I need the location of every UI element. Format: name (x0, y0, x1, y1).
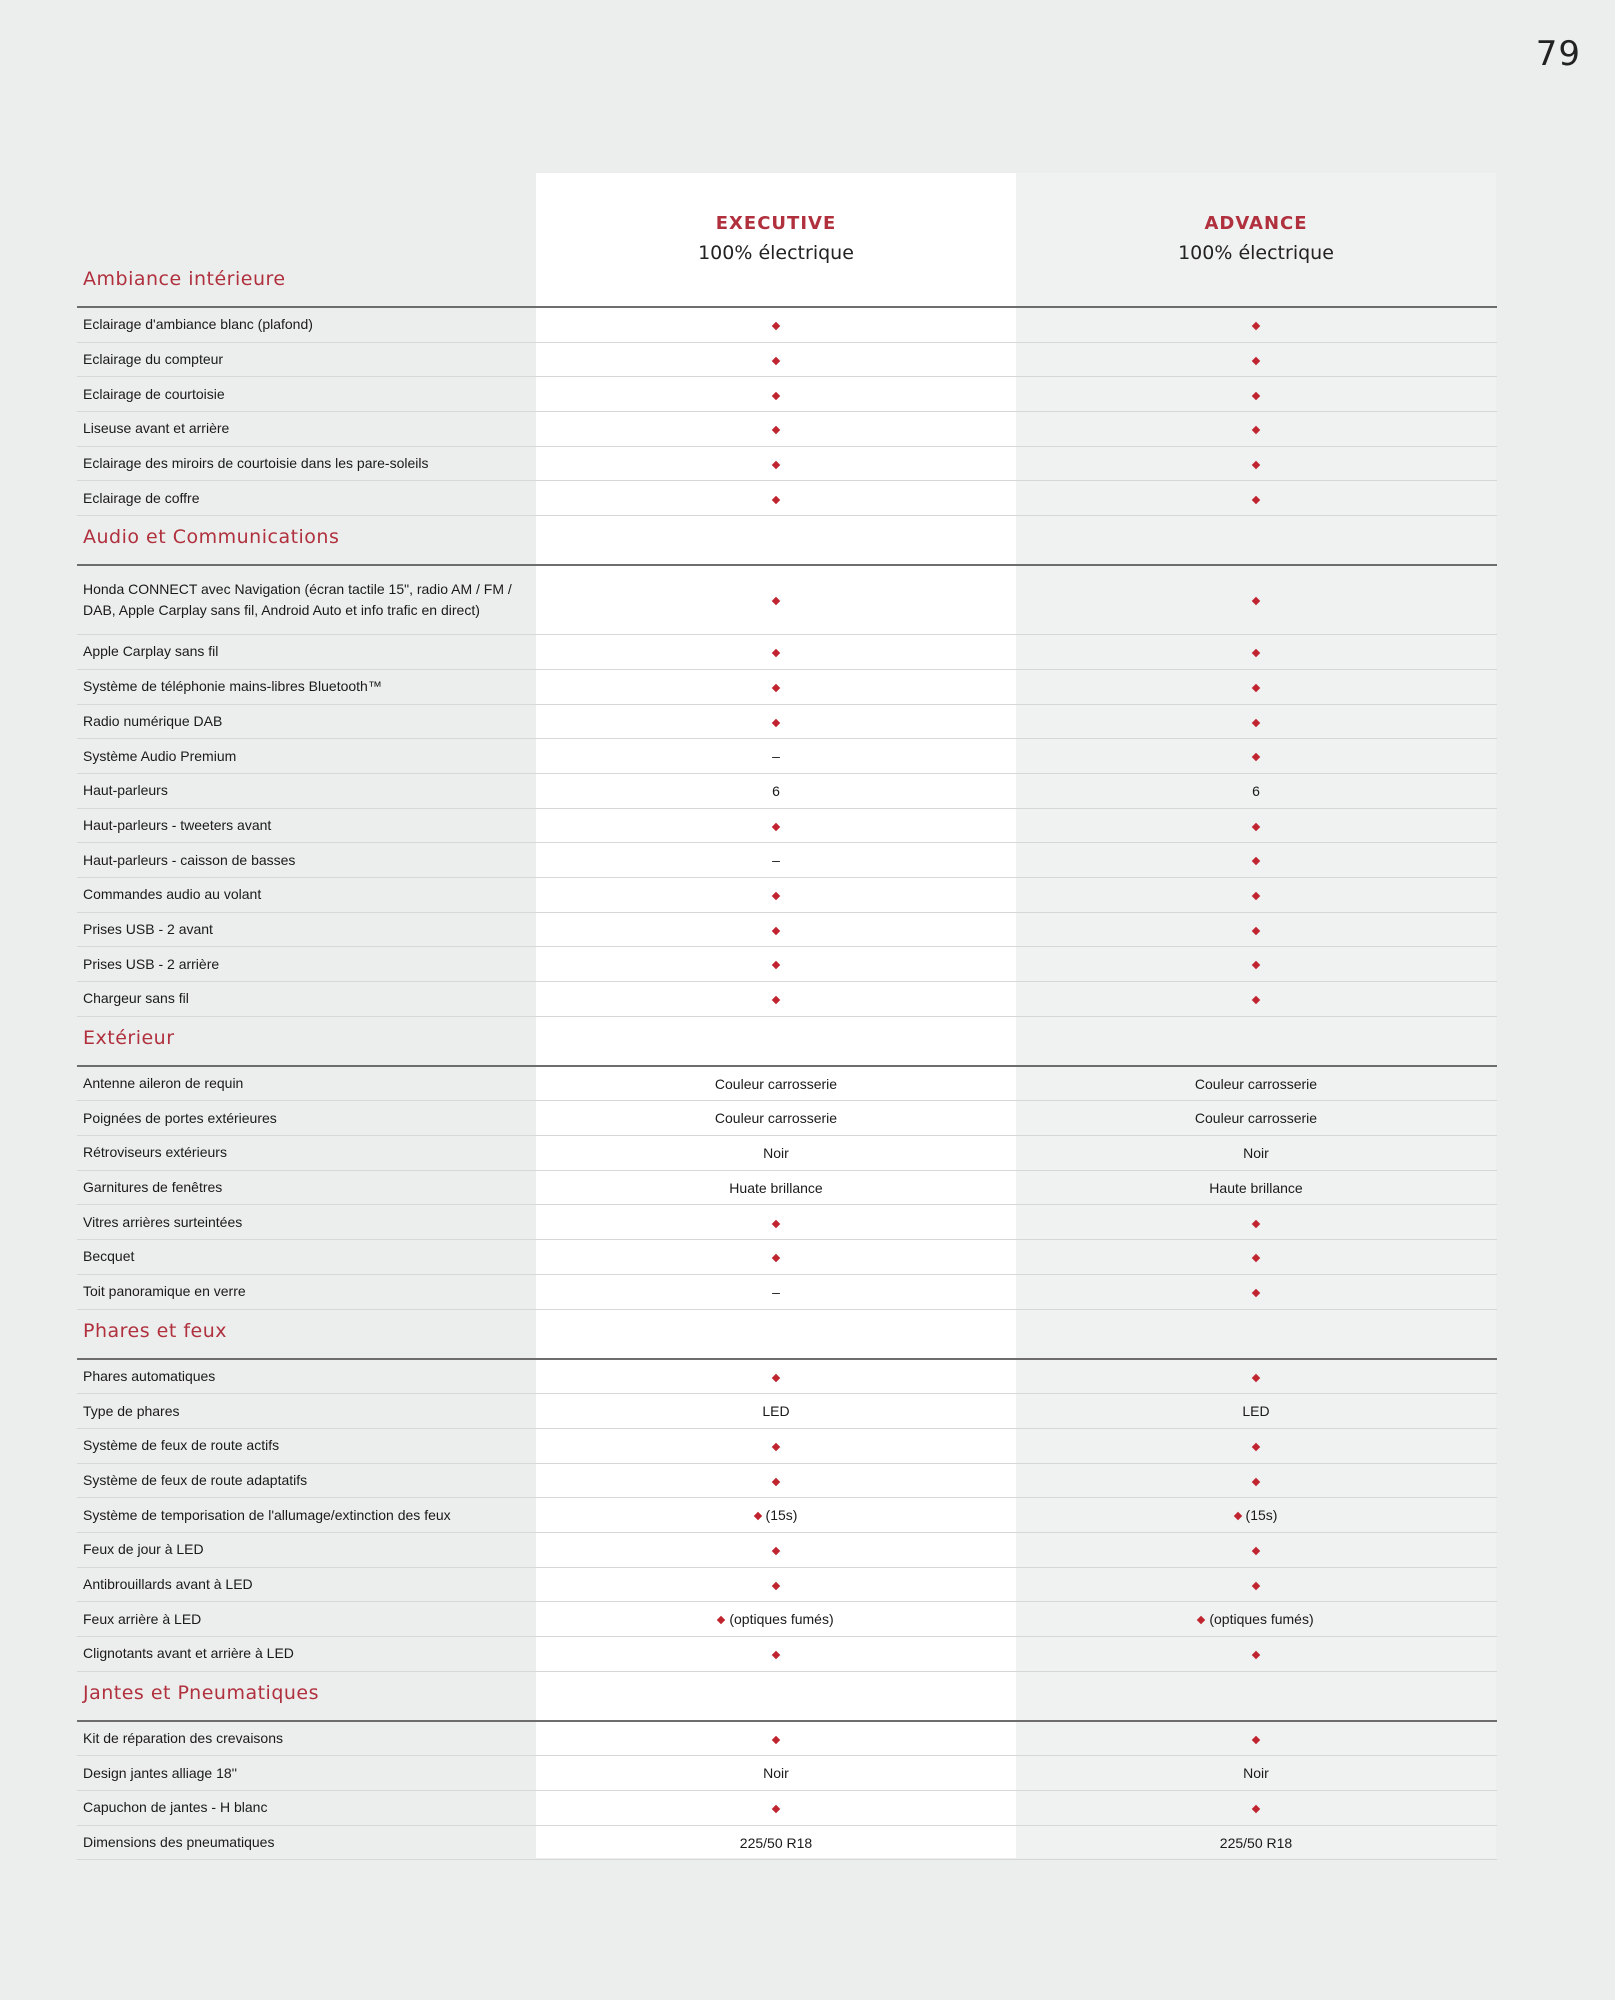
table-row (77, 1205, 1497, 1240)
included-marker-icon (1197, 1616, 1205, 1624)
advance-value: Haute brillance (1209, 1179, 1303, 1196)
included-marker-icon (1252, 426, 1260, 434)
advance-value (1016, 887, 1496, 903)
table-row (77, 843, 1497, 878)
feature-label: Eclairage du compteur (83, 351, 224, 368)
table-row (77, 1394, 1497, 1429)
executive-value: 6 (772, 782, 780, 799)
executive-value: Huate brillance (729, 1179, 823, 1196)
included-marker-icon (1252, 684, 1260, 692)
advance-value (1016, 748, 1496, 764)
included-marker-icon (1252, 1582, 1260, 1590)
feature-label: Kit de réparation des crevaisons (83, 1730, 283, 1747)
trim-name: ADVANCE (1204, 213, 1308, 234)
table-row (77, 739, 1497, 774)
table-row (77, 1275, 1497, 1310)
cell-note: (optiques fumés) (729, 1611, 834, 1628)
feature-label: Haut-parleurs - caisson de basses (83, 851, 296, 868)
included-marker-icon (1252, 357, 1260, 365)
included-marker-icon (1252, 1805, 1260, 1813)
executive-value (536, 1542, 1016, 1558)
table-row (77, 878, 1497, 913)
included-marker-icon (772, 426, 780, 434)
included-marker-icon (772, 1736, 780, 1744)
table-row (77, 913, 1497, 948)
included-marker-icon (1252, 753, 1260, 761)
advance-value (1016, 1731, 1496, 1747)
included-marker-icon (772, 996, 780, 1004)
feature-label: Commandes audio au volant (83, 886, 262, 903)
included-marker-icon (772, 1651, 780, 1659)
table-row (77, 1067, 1497, 1102)
feature-label: Design jantes alliage 18'' (83, 1764, 237, 1781)
feature-label: Feux arrière à LED (83, 1610, 202, 1627)
included-marker-icon (1252, 461, 1260, 469)
advance-value (1016, 1576, 1496, 1592)
trim-name: EXECUTIVE (715, 213, 837, 234)
section-header (77, 1017, 1497, 1067)
included-marker-icon (772, 1477, 780, 1485)
section-title: Audio et Communications (83, 526, 340, 549)
included-marker-icon (1252, 996, 1260, 1004)
table-row (77, 343, 1497, 378)
advance-value (1016, 1646, 1496, 1662)
executive-value (536, 713, 1016, 729)
included-marker-icon (772, 684, 780, 692)
included-marker-icon (1252, 961, 1260, 969)
advance-value: Noir (1243, 1144, 1269, 1161)
feature-label: Système de feux de route adaptatifs (83, 1471, 308, 1488)
table-row (77, 1533, 1497, 1568)
executive-value (536, 817, 1016, 833)
included-marker-icon (1252, 927, 1260, 935)
advance-value: LED (1242, 1403, 1270, 1420)
feature-label: Rétroviseurs extérieurs (83, 1144, 227, 1161)
executive-value (536, 1249, 1016, 1265)
feature-label: Eclairage de courtoisie (83, 385, 225, 402)
feature-label: Vitres arrières surteintées (83, 1213, 243, 1230)
advance-value (1016, 921, 1496, 937)
advance-value: Couleur carrosserie (1194, 1075, 1318, 1092)
advance-value (1016, 713, 1496, 729)
section-title: Jantes et Pneumatiques (83, 1681, 320, 1704)
advance-value: Couleur carrosserie (1194, 1110, 1318, 1127)
executive-value (536, 1800, 1016, 1816)
executive-value: – (772, 1283, 780, 1300)
feature-label: Eclairage des miroirs de courtoisie dans les pare-soleils (83, 455, 429, 472)
advance-value (1016, 956, 1496, 972)
column-header-advance (1016, 213, 1496, 264)
included-marker-icon (1252, 892, 1260, 900)
table-row (77, 1756, 1497, 1791)
feature-label: Feux de jour à LED (83, 1541, 204, 1558)
advance-value (1016, 1368, 1496, 1384)
included-marker-icon (1252, 1477, 1260, 1485)
table-row (77, 1722, 1497, 1757)
feature-label: Eclairage d'ambiance blanc (plafond) (83, 316, 313, 333)
feature-label: Type de phares (83, 1402, 180, 1419)
executive-value (536, 956, 1016, 972)
included-marker-icon (772, 822, 780, 830)
advance-value (1016, 1800, 1496, 1816)
table-row (77, 947, 1497, 982)
executive-value (536, 490, 1016, 506)
advance-value (1016, 386, 1496, 402)
executive-value (536, 317, 1016, 333)
executive-value: Couleur carrosserie (714, 1075, 838, 1092)
table-row (77, 1791, 1497, 1826)
table-row (77, 481, 1497, 516)
advance-value (1016, 679, 1496, 695)
feature-label: Haut-parleurs (83, 782, 168, 799)
table-row (77, 1429, 1497, 1464)
table-row (77, 1101, 1497, 1136)
advance-value (1016, 456, 1496, 472)
feature-label: Antenne aileron de requin (83, 1075, 244, 1092)
included-marker-icon (717, 1616, 725, 1624)
page-number: 79 (1535, 34, 1581, 74)
feature-label: Toit panoramique en verre (83, 1283, 246, 1300)
executive-value (536, 1646, 1016, 1662)
advance-value (1016, 817, 1496, 833)
included-marker-icon (1252, 1547, 1260, 1555)
advance-value (1016, 1214, 1496, 1230)
included-marker-icon (772, 718, 780, 726)
included-marker-icon (772, 1805, 780, 1813)
executive-value (536, 679, 1016, 695)
advance-value (1016, 1472, 1496, 1488)
advance-value (1016, 991, 1496, 1007)
trim-type: 100% électrique (1178, 242, 1334, 264)
feature-label: Chargeur sans fil (83, 990, 189, 1007)
executive-value: 225/50 R18 (739, 1834, 813, 1851)
feature-label: Système de temporisation de l'allumage/extinction des feux (83, 1506, 451, 1523)
included-marker-icon (772, 1443, 780, 1451)
executive-value: – (772, 852, 780, 869)
included-marker-icon (1252, 718, 1260, 726)
included-marker-icon (1252, 1289, 1260, 1297)
executive-value (536, 991, 1016, 1007)
feature-label: Capuchon de jantes - H blanc (83, 1799, 268, 1816)
feature-label: Prises USB - 2 avant (83, 920, 213, 937)
table-row (77, 774, 1497, 809)
feature-label: Phares automatiques (83, 1367, 216, 1384)
table-row (77, 809, 1497, 844)
table-row (77, 566, 1497, 635)
sections-container (77, 173, 1497, 1860)
included-marker-icon (1252, 1219, 1260, 1227)
section-title: Extérieur (83, 1026, 175, 1049)
table-row (77, 635, 1497, 670)
feature-label: Becquet (83, 1248, 135, 1265)
feature-label: Garnitures de fenêtres (83, 1179, 223, 1196)
table-row (77, 1171, 1497, 1206)
executive-value (536, 386, 1016, 402)
table-row (77, 1637, 1497, 1672)
feature-label: Apple Carplay sans fil (83, 643, 219, 660)
feature-label: Système de téléphonie mains-libres Bluetooth™ (83, 678, 382, 695)
included-marker-icon (1252, 822, 1260, 830)
advance-value (1016, 421, 1496, 437)
cell-note: (15s) (765, 1507, 798, 1524)
table-row (77, 1498, 1497, 1533)
included-marker-icon (772, 1254, 780, 1262)
feature-label: Système de feux de route actifs (83, 1437, 280, 1454)
executive-value (536, 1611, 1016, 1627)
included-marker-icon (1252, 857, 1260, 865)
table-row (77, 308, 1497, 343)
included-marker-icon (772, 495, 780, 503)
executive-value (536, 644, 1016, 660)
executive-value (536, 592, 1016, 608)
feature-label: Système Audio Premium (83, 747, 237, 764)
included-marker-icon (1233, 1512, 1241, 1520)
included-marker-icon (772, 1373, 780, 1381)
feature-label: Clignotants avant et arrière à LED (83, 1645, 294, 1662)
section-title: Phares et feux (83, 1319, 228, 1342)
table-row (77, 1464, 1497, 1499)
advance-value (1016, 1249, 1496, 1265)
executive-value: LED (762, 1403, 790, 1420)
advance-value (1016, 644, 1496, 660)
executive-value: Couleur carrosserie (714, 1110, 838, 1127)
executive-value (536, 1214, 1016, 1230)
executive-value (536, 1368, 1016, 1384)
feature-label: Prises USB - 2 arrière (83, 955, 220, 972)
table-row (77, 447, 1497, 482)
executive-value (536, 921, 1016, 937)
section-header (77, 1672, 1497, 1722)
included-marker-icon (1252, 649, 1260, 657)
included-marker-icon (1252, 1651, 1260, 1659)
section-header (77, 1310, 1497, 1360)
executive-value (536, 1472, 1016, 1488)
feature-label: Radio numérique DAB (83, 712, 223, 729)
included-marker-icon (772, 927, 780, 935)
column-header-executive (536, 213, 1016, 264)
included-marker-icon (772, 391, 780, 399)
advance-value (1016, 592, 1496, 608)
advance-value (1016, 1284, 1496, 1300)
advance-value (1016, 317, 1496, 333)
cell-note: (15s) (1245, 1507, 1278, 1524)
advance-value (1016, 1542, 1496, 1558)
included-marker-icon (772, 1582, 780, 1590)
included-marker-icon (1252, 322, 1260, 330)
feature-label: Honda CONNECT avec Navigation (écran tactile 15", radio AM / FM / DAB, Apple Carplay sans fil, Android Auto et info trafic en direct) (83, 581, 512, 619)
executive-value: – (772, 748, 780, 765)
table-row (77, 1136, 1497, 1171)
included-marker-icon (772, 322, 780, 330)
table-row (77, 1602, 1497, 1637)
feature-label: Eclairage de coffre (83, 489, 200, 506)
table-row (77, 1568, 1497, 1603)
included-marker-icon (772, 1219, 780, 1227)
advance-value: 225/50 R18 (1219, 1834, 1293, 1851)
advance-value: Noir (1243, 1765, 1269, 1782)
table-row (77, 670, 1497, 705)
executive-value: Noir (763, 1765, 789, 1782)
included-marker-icon (1252, 1373, 1260, 1381)
executive-value (536, 352, 1016, 368)
feature-label: Haut-parleurs - tweeters avant (83, 816, 272, 833)
advance-value (1016, 1611, 1496, 1627)
included-marker-icon (772, 649, 780, 657)
section-header (77, 516, 1497, 566)
executive-value (536, 1731, 1016, 1747)
advance-value (1016, 490, 1496, 506)
advance-value (1016, 1438, 1496, 1454)
included-marker-icon (772, 597, 780, 605)
executive-value (536, 421, 1016, 437)
included-marker-icon (1252, 1443, 1260, 1451)
included-marker-icon (1252, 1736, 1260, 1744)
included-marker-icon (772, 961, 780, 969)
section-title: Ambiance intérieure (83, 268, 286, 290)
executive-value (536, 456, 1016, 472)
advance-value: 6 (1252, 782, 1260, 799)
cell-note: (optiques fumés) (1209, 1611, 1314, 1628)
included-marker-icon (1252, 495, 1260, 503)
executive-value (536, 1576, 1016, 1592)
trim-type: 100% électrique (698, 242, 854, 264)
table-row (77, 1360, 1497, 1395)
advance-value (1016, 852, 1496, 868)
table-row (77, 377, 1497, 412)
table-row (77, 705, 1497, 740)
included-marker-icon (772, 892, 780, 900)
included-marker-icon (772, 357, 780, 365)
feature-label: Liseuse avant et arrière (83, 420, 230, 437)
included-marker-icon (1252, 1254, 1260, 1262)
executive-value: Noir (763, 1144, 789, 1161)
included-marker-icon (1252, 597, 1260, 605)
executive-value (536, 1507, 1016, 1523)
advance-value (1016, 1507, 1496, 1523)
table-row (77, 412, 1497, 447)
table-row (77, 982, 1497, 1017)
table-row (77, 1826, 1497, 1861)
executive-value (536, 887, 1016, 903)
feature-label: Antibrouillards avant à LED (83, 1575, 253, 1592)
included-marker-icon (772, 1547, 780, 1555)
included-marker-icon (753, 1512, 761, 1520)
spec-table (77, 173, 1497, 1860)
feature-label: Dimensions des pneumatiques (83, 1834, 275, 1851)
included-marker-icon (1252, 391, 1260, 399)
feature-label: Poignées de portes extérieures (83, 1109, 277, 1126)
advance-value (1016, 352, 1496, 368)
included-marker-icon (772, 461, 780, 469)
executive-value (536, 1438, 1016, 1454)
table-row (77, 1240, 1497, 1275)
